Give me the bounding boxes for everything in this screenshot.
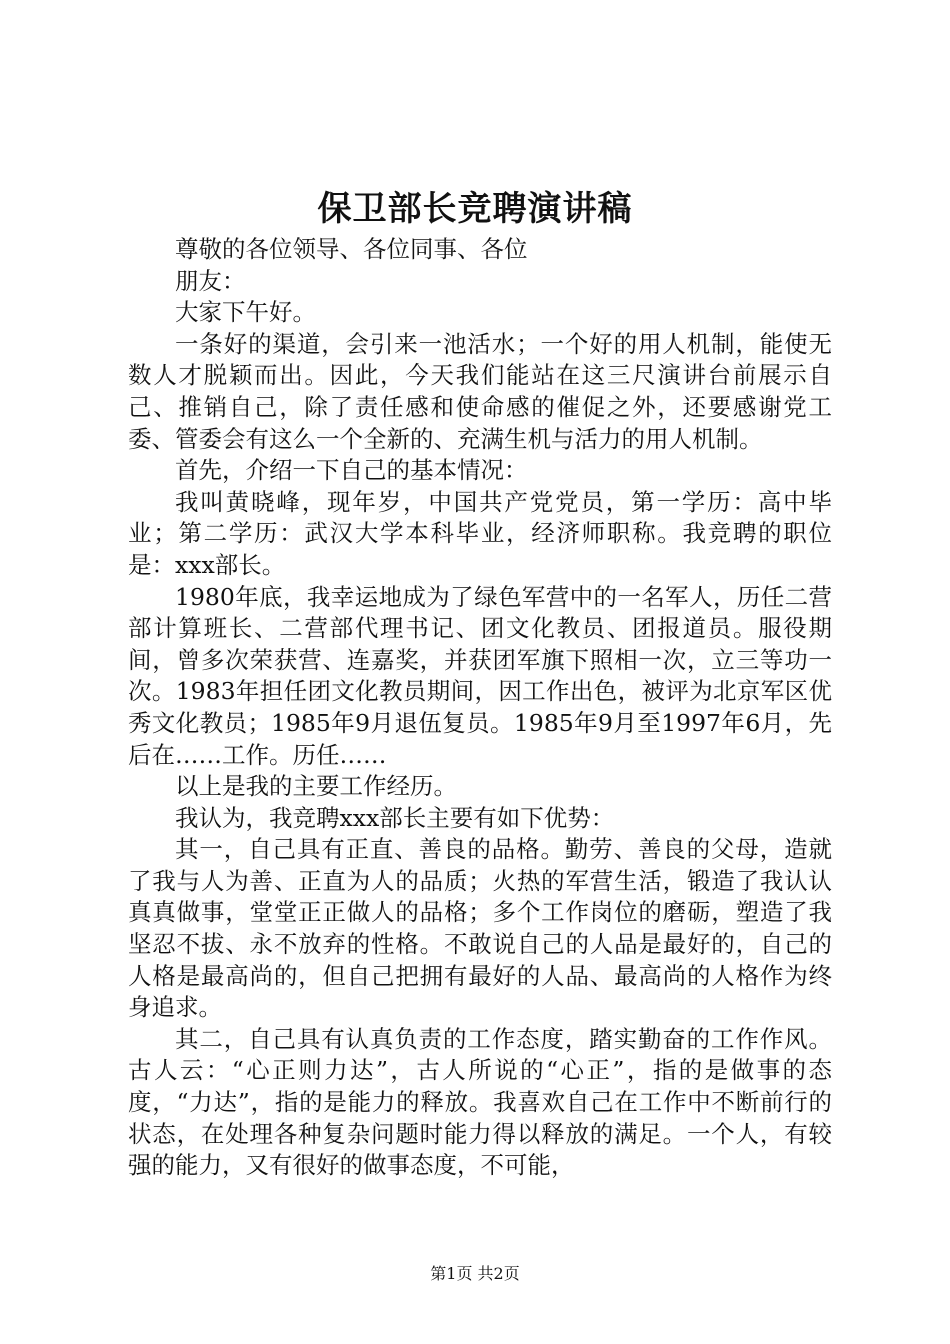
paragraph-intro: 一条好的渠道，会引来一池活水；一个好的用人机制，能使无数人才脱颖而出。因此，今天我们能站在这三尺演讲台前展示自己、推销自己，除了责任感和使命感的催促之外，还要感谢党工委、管委会有这么一个全新的、充满生机与活力的用人机制。 (128, 329, 832, 453)
paragraph-salutation: 大家下午好。 (175, 298, 316, 327)
page-footer: 第1页 共2页 (430, 1264, 520, 1283)
paragraph-greeting: 尊敬的各位领导、各位同事、各位 (175, 235, 528, 263)
paragraph-greeting-cont: 朋友： (175, 266, 246, 295)
paragraph-advantages-heading: 我认为，我竞聘xxx部长主要有如下优势： (175, 803, 615, 832)
paragraph-experience: 1980年底，我幸运地成为了绿色军营中的一名军人，历任二营部计算班长、二营部代理书记、团文化教员、团报道员。服役期间，曾多次荣获营、连嘉奖，并获团军旗下照相一次，立三等功一次。1983年担任团文化教员期间，因工作出色，被评为北京军区优秀文化教员；1985年9月退伍复员。1985年9月至1997年6月，先后在……工作。历任…… (128, 582, 832, 769)
paragraph-experience-summary: 以上是我的主要工作经历。 (175, 772, 457, 801)
paragraph-advantage-2: 其二，自己具有认真负责的工作态度，踏实勤奋的工作作风。古人云：“心正则力达”，古人所说的“心正”，指的是做事的态度，“力达”，指的是能力的释放。我喜欢自己在工作中不断前行的状态，在处理各种复杂问题时能力得以释放的满足。一个人，有较强的能力，又有很好的做事态度，不可能， (128, 1024, 832, 1180)
document-title: 保卫部长竞聘演讲稿 (317, 189, 633, 229)
paragraph-advantage-1: 其一，自己具有正直、善良的品格。勤劳、善良的父母，造就了我与人为善、正直为人的品质；火热的军营生活，锻造了我认认真真做事，堂堂正正做人的品格；多个工作岗位的磨砺，塑造了我坚忍不拔、永不放弃的性格。不敢说自己的人品是最好的，自己的人格是最高尚的，但自己把拥有最好的人品、最高尚的人格作为终身追求。 (128, 835, 832, 1022)
document-body (128, 234, 832, 1182)
paragraph-basic-info: 我叫黄晓峰，现年岁，中国共产党党员，第一学历：高中毕业；第二学历：武汉大学本科毕业，经济师职称。我竞聘的职位是：xxx部长。 (128, 487, 832, 579)
paragraph-basic-info-heading: 首先，介绍一下自己的基本情况： (175, 456, 528, 485)
